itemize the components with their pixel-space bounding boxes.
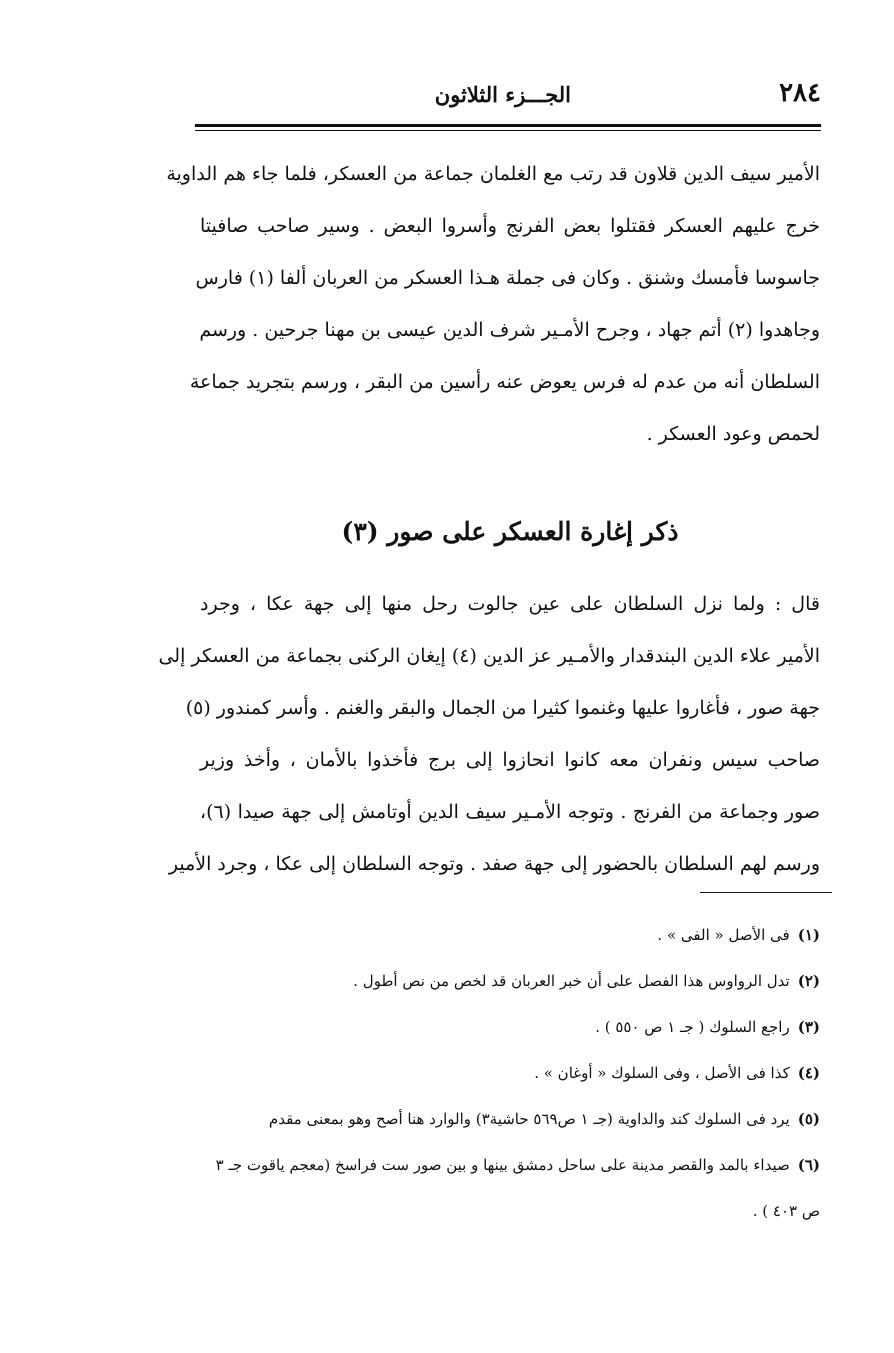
footnote-number: (٤) (797, 1064, 820, 1082)
footnote-3 (200, 1004, 820, 1050)
footnotes (200, 912, 820, 1234)
text-line: الأمير سيف الدين قلاون قد رتب مع الغلمان جماعة من العسكر، فلما جاء هم الداوية (166, 163, 820, 185)
footnote-text: فى الأصل « الفى » . (657, 926, 790, 944)
text-line: صاحب سيس ونفران معه كانوا انحازوا إلى برج فأخذوا بالأمان ، وأخذ وزير (200, 749, 820, 771)
running-head (195, 78, 821, 118)
text-line: خرج عليهم العسكر فقتلوا بعض الفرنج وأسروا البعض . وسير صاحب صافيتا (200, 215, 820, 237)
footnote-text: راجع السلوك ( جـ ١ ص ٥٥٠ ) . (595, 1018, 790, 1036)
text-line: لحمص وعود العسكر . (646, 423, 820, 445)
footnote-text: صيداء بالمد والقصر مدينة على ساحل دمشق بينها و بين صور ست فراسخ (معجم ياقوت جـ ٣ (215, 1156, 790, 1174)
paragraph-1 (166, 148, 820, 460)
text-line: جاسوسا فأمسك وشنق . وكان فى جملة هـذا العسكر من العربان ألفا (١) فارس (195, 267, 820, 289)
footnote-2 (200, 958, 820, 1004)
footnote-6-continuation: ص ٤٠٣ ) . (752, 1202, 820, 1220)
footnote-number: (٣) (797, 1018, 820, 1036)
footnote-number: (٢) (797, 972, 820, 990)
footnote-text: يرد فى السلوك كند والداوية (جـ ١ ص٥٦٩ حاشية٣) والوارد هنا أصح وهو بمعنى مقدم (268, 1110, 790, 1128)
page-number: ٢٨٤ (779, 78, 821, 108)
section-heading: ذكر إغارة العسكر على صور (٣) (341, 517, 679, 546)
text-line: ورسم لهم السلطان بالحضور إلى جهة صفد . وتوجه السلطان إلى عكا ، وجرد الأمير (168, 853, 820, 875)
footnote-1 (200, 912, 820, 958)
footnote-4 (200, 1050, 820, 1096)
text-line: السلطان أنه من عدم له فرس يعوض عنه رأسين من البقر ، ورسم بتجريد جماعة (189, 371, 820, 393)
footnote-number: (٦) (797, 1156, 820, 1174)
footnote-6 (200, 1142, 820, 1188)
paragraph-2 (158, 578, 820, 890)
footnote-number: (٥) (797, 1110, 820, 1128)
footnote-text: كذا فى الأصل ، وفى السلوك « أوغان » . (534, 1064, 790, 1082)
text-line: الأمير علاء الدين البندقدار والأمـير عز الدين (٤) إيغان الركنى بجماعة من العسكر إلى (158, 645, 820, 667)
header-rule (195, 124, 821, 127)
footnote-text: تدل الرواوس هذا الفصل على أن خبر العربان قد لخص من نص أطول . (353, 972, 790, 990)
footnote-number: (١) (797, 926, 820, 944)
text-line: قال : ولما نزل السلطان على عين جالوت رحل منها إلى جهة عكا ، وجرد (200, 593, 820, 615)
text-line: جهة صور ، فأغاروا عليها وغنموا كثيرا من الجمال والبقر والغنم . وأسر كمندور (٥) (185, 697, 820, 719)
running-title: الجـــزء الثلاثون (434, 82, 571, 107)
footnote-5 (200, 1096, 820, 1142)
text-line: وجاهدوا (٢) أتم جهاد ، وجرح الأمـير شرف الدين عيسى بن مهنا جرحين . ورسم (199, 319, 820, 341)
footnote-separator (700, 892, 832, 893)
header-rule-thin (195, 130, 821, 131)
text-line: صور وجماعة من الفرنج . وتوجه الأمـير سيف الدين أوتامش إلى جهة صيدا (٦)، (200, 801, 820, 823)
